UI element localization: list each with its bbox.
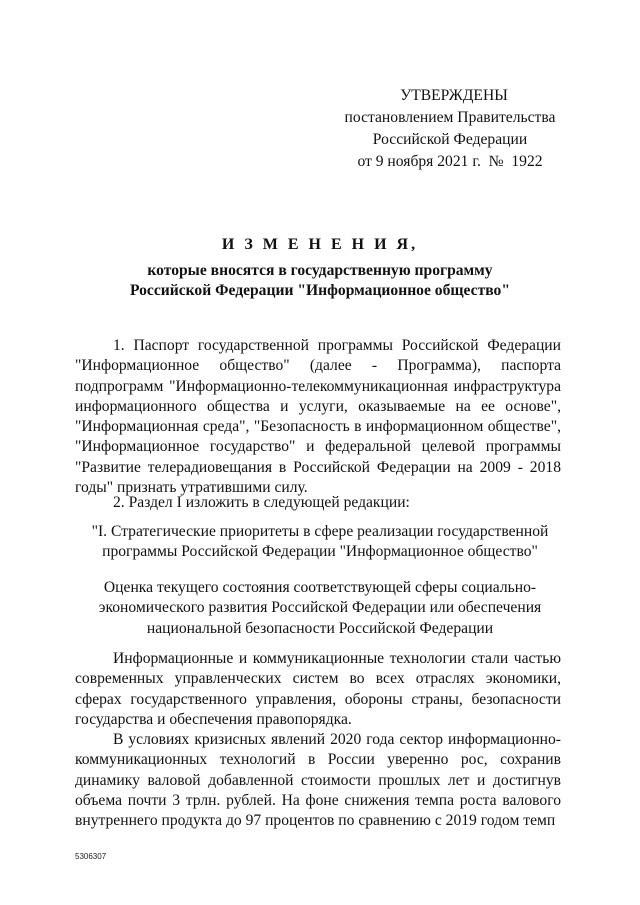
approval-date-number-line: от 9 ноября 2021 г. № 1922 [357,153,543,170]
paragraph-4: В условиях кризисных явлений 2020 года сектор информационно-коммуникационных технологий в России уверенно рос, сохранив динамику валовой добавленной стоимости прошлых лет и достигнув объема почти 3 трлн. рублей. На фоне снижения темпа роста валового внутреннего продукта до 97 процентов по сравнению с 2019 годом темп [75,731,561,830]
paragraph-2: 2. Раздел I изложить в следующей редакции: [113,494,410,511]
document-code: 5306307 [75,852,107,861]
paragraph-3: Информационные и коммуникационные технологии стали частью современных управленческих систем во всех отраслях экономики, сферах государственного управления, обороны страны, безопасности государства и обеспечения правопорядка. [75,650,561,728]
paragraph-1: 1. Паспорт государственной программы Российской Федерации "Информационное общество" (далее - Программа), паспорта подпрограмм "Информационно-телекоммуникационная инфраструктура информационного общества и услуги, оказываемые на ее основе", "Информационная среда", "Безопасность в информационном обществе", "Информационное государство" и федеральной целевой программы "Развитие телерадиовещания в Российской Федерации на 2009 - 2018 годы" признать утратившими силу. [75,337,561,497]
document-subtitle [60,261,580,301]
subtitle-line-2: Российской Федерации "Информационное общество" [129,282,511,299]
subsection-heading: Оценка текущего состояния соответствующей сферы социально-экономического развития Российской Федерации или обеспечения национальной безопасности Российской Федерации [98,579,542,637]
section-heading: "I. Стратегические приоритеты в сфере реализации государственной программы Российской Федерации "Информационное общество" [91,523,549,561]
document-title: И З М Е Н Е Н И Я, [221,236,419,253]
approval-heading: УТВЕРЖДЕНЫ [400,87,508,104]
approval-government-line: Российской Федерации [372,131,528,148]
approval-block [330,85,570,173]
subtitle-line-1: которые вносятся в государственную программу [147,262,493,279]
approval-resolution-line: постановлением Правительства [344,109,556,126]
